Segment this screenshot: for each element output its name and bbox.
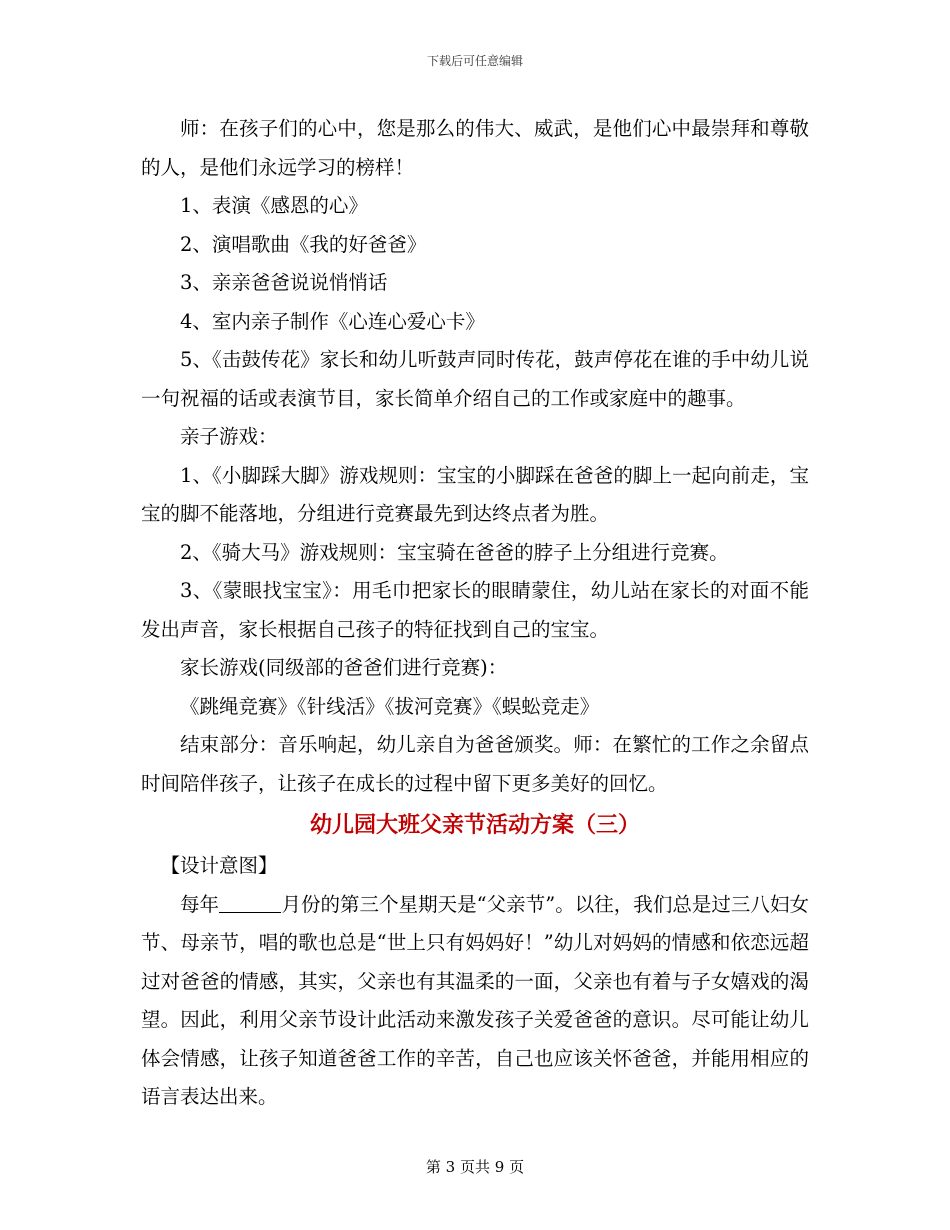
paragraph-item-4: 4、室内亲子制作《心连心爱心卡》 xyxy=(180,309,485,333)
paragraph-item-1: 1、表演《感恩的心》 xyxy=(180,194,368,217)
design-intent-heading: 【设计意图】 xyxy=(160,854,278,877)
paragraph-item-3: 3、亲亲爸爸说说悄悄话 xyxy=(180,271,388,294)
page-header: 下载后可任意编辑 xyxy=(426,54,523,68)
paragraph-item-5: 5、《击鼓传花》家长和幼儿听鼓声同时传花，鼓声停花在谁的手中幼儿说一句祝福的话或表演节目，家长简单介绍自己的工作或家庭中的趣事。 xyxy=(141,348,809,410)
paragraph-item-2: 2、演唱歌曲《我的好爸爸》 xyxy=(180,232,427,256)
paragraph-game-2: 2、《骑大马》游戏规则：宝宝骑在爸爸的脖子上分组进行竞赛。 xyxy=(180,540,729,564)
section-title: 幼儿园大班父亲节活动方案（三） xyxy=(309,812,640,838)
paragraph-ending: 结束部分：音乐响起，幼儿亲自为爸爸颁奖。师：在繁忙的工作之余留点时间陪伴孩子，让孩子在成长的过程中留下更多美好的回忆。 xyxy=(141,733,809,795)
design-intent-paragraph xyxy=(141,886,809,1117)
paragraph-parent-child-games-heading: 亲子游戏： xyxy=(180,425,278,448)
paragraph-parent-games-heading: 家长游戏(同级部的爸爸们进行竞赛)： xyxy=(180,656,508,679)
paragraph-parent-games-list: 《跳绳竞赛》《针线活》《拔河竞赛》《蜈蚣竞走》 xyxy=(180,694,600,718)
design-text-start: 每年 xyxy=(180,892,220,916)
blank-underline xyxy=(219,892,281,913)
page-footer: 第 3 页共 9 页 xyxy=(425,1158,525,1176)
paragraph-game-1: 1、《小脚踩大脚》游戏规则：宝宝的小脚踩在爸爸的脚上一起向前走，宝宝的脚不能落地，分组进行竞赛最先到达终点者为胜。 xyxy=(141,463,809,525)
paragraph-game-3: 3、《蒙眼找宝宝》：用毛巾把家长的眼睛蒙住，幼儿站在家长的对面不能发出声音，家长根据自己孩子的特征找到自己的宝宝。 xyxy=(141,579,809,641)
design-text-rest: 月份的第三个星期天是“父亲节”。以往，我们总是过三八妇女节、母亲节，唱的歌也总是“世上只有妈妈好！”幼儿对妈妈的情感和依恋远超过对爸爸的情感，其实，父亲也有其温柔的一面，父亲也有着与子女嬉戏的渴望。因此，利用父亲节设计此活动来激发孩子关爱爸爸的意识。尽可能让幼儿体会情感，让孩子知道爸爸工作的辛苦，自己也应该关怀爸爸，并能用相应的语言表达出来。 xyxy=(141,892,809,1108)
paragraph-teacher-praise: 师：在孩子们的心中，您是那么的伟大、威武，是他们心中最崇拜和尊敬的人，是他们永远学习的榜样！ xyxy=(141,117,809,179)
document-body xyxy=(141,110,809,1117)
